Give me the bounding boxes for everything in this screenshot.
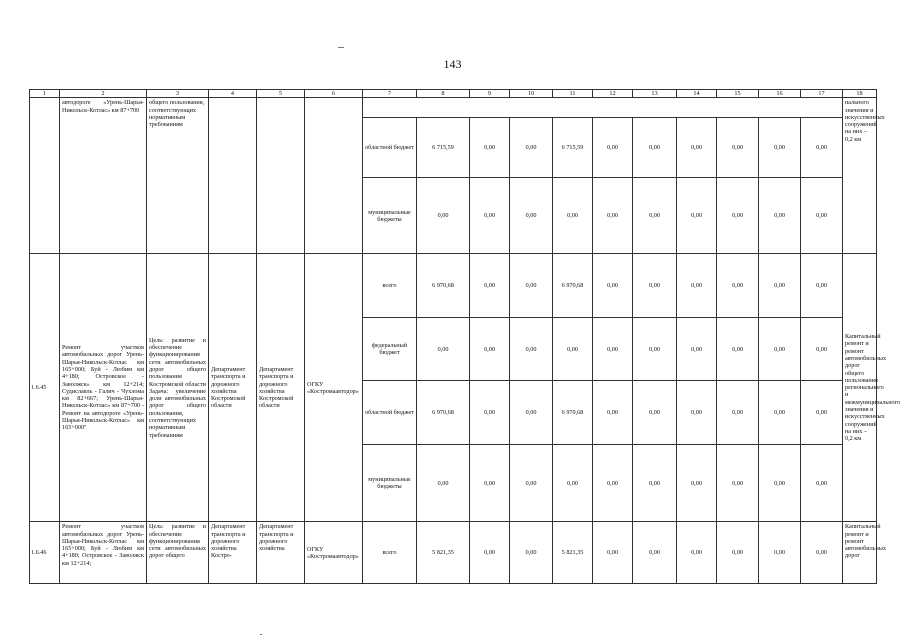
value-cell: 0,00: [633, 118, 677, 178]
value-cell: 6 970,68: [417, 381, 470, 445]
value-cell: 0,00: [470, 522, 510, 584]
column-number: 16: [759, 90, 801, 98]
value-cell: 0,00: [593, 178, 633, 254]
value-cell: 0,00: [759, 178, 801, 254]
funding-source: муниципальные бюджеты: [363, 445, 417, 522]
value-cell: 0,00: [759, 118, 801, 178]
coordinator: Департамент транспорта и дорожного хозяйства Костро-: [209, 522, 257, 584]
value-cell: 0,00: [677, 118, 717, 178]
value-cell: 0,00: [593, 318, 633, 381]
row-spacer: [363, 98, 843, 118]
value-cell: 0,00: [510, 118, 553, 178]
measure-name: автодороге «Урень-Шарья-Никольск-Котлас» км 87+700: [60, 98, 147, 254]
value-cell: 0,00: [717, 445, 759, 522]
value-cell: 0,00: [633, 381, 677, 445]
column-number: 7: [363, 90, 417, 98]
value-cell: 0,00: [510, 381, 553, 445]
funding-source: федеральный бюджет: [363, 318, 417, 381]
value-cell: 0,00: [717, 522, 759, 584]
value-cell: 0,00: [510, 445, 553, 522]
item-code-cell: [30, 98, 60, 254]
value-cell: 0,00: [759, 445, 801, 522]
value-cell: 0,00: [801, 445, 843, 522]
executor: Департамент транспорта и дорожного хозяйства Костромской области: [257, 254, 305, 522]
item-code: 1.6.46: [30, 522, 60, 584]
value-cell: 0,00: [553, 445, 593, 522]
executor-cell: [257, 98, 305, 254]
value-cell: 0,00: [417, 318, 470, 381]
value-cell: 0,00: [677, 318, 717, 381]
dot-mark: [260, 634, 262, 635]
value-cell: 0,00: [717, 178, 759, 254]
value-cell: 0,00: [759, 522, 801, 584]
measure-name: Ремонт участков автомобильных дорог Урень-Шарья-Никольск-Котлас км 165+000; Буй - Любим км 4+180; Островское - Заволжск» км 12+214; Судиславль - Галич - Чухлома км 82+667; Урень-Шарья-Никольск-Котлас» км 87+700 - Ремонт на автодороге «Урень-Шарья-Никольск-Котлас» км 165+000": [60, 254, 147, 522]
budget-table: [29, 89, 901, 584]
value-cell: 6 970,68: [553, 381, 593, 445]
value-cell: 5 821,35: [417, 522, 470, 584]
value-cell: 0,00: [470, 178, 510, 254]
executor: Департамент транспорта и дорожного хозяйства: [257, 522, 305, 584]
value-cell: 0,00: [677, 254, 717, 318]
value-cell: 6 715,59: [417, 118, 470, 178]
value-cell: 0,00: [633, 318, 677, 381]
value-cell: 0,00: [553, 318, 593, 381]
recipient-cell: [305, 98, 363, 254]
recipient: ОГКУ «Костромаавтодор»: [305, 254, 363, 522]
measure-result: Капитальный ремонт и ремонт автомобильных дорог: [843, 522, 877, 584]
value-cell: 0,00: [510, 318, 553, 381]
column-number: 13: [633, 90, 677, 98]
value-cell: 0,00: [717, 381, 759, 445]
value-cell: 5 821,35: [553, 522, 593, 584]
value-cell: 6 970,68: [417, 254, 470, 318]
value-cell: 0,00: [593, 254, 633, 318]
table-row: [30, 254, 877, 318]
value-cell: 0,00: [677, 178, 717, 254]
column-number: 6: [305, 90, 363, 98]
value-cell: 0,00: [593, 445, 633, 522]
column-number: 1: [30, 90, 60, 98]
column-number-row: [30, 90, 877, 98]
value-cell: 0,00: [553, 178, 593, 254]
funding-source: областной бюджет: [363, 118, 417, 178]
value-cell: 0,00: [417, 178, 470, 254]
value-cell: 0,00: [717, 318, 759, 381]
coordinator: Департамент транспорта и дорожного хозяйства Костромской области: [209, 254, 257, 522]
column-number: 15: [717, 90, 759, 98]
column-number: 5: [257, 90, 305, 98]
value-cell: 0,00: [593, 381, 633, 445]
measure-goal: общего пользования, соответствующих нормативным требованиям: [147, 98, 209, 254]
value-cell: 0,00: [633, 445, 677, 522]
value-cell: 0,00: [759, 254, 801, 318]
value-cell: 0,00: [717, 118, 759, 178]
value-cell: 0,00: [470, 318, 510, 381]
value-cell: 0,00: [593, 522, 633, 584]
funding-source: всего: [363, 522, 417, 584]
value-cell: 0,00: [677, 522, 717, 584]
recipient: ОГКУ «Костромаавтодор»: [305, 522, 363, 584]
value-cell: 0,00: [470, 254, 510, 318]
value-cell: 0,00: [470, 445, 510, 522]
funding-source: областной бюджет: [363, 381, 417, 445]
measure-name: Ремонт участков автомобильных дорог Урень-Шарья-Никольск-Котлас км 165+000; Буй - Любим км 4+180; Островское - Заволжск км 12+214;: [60, 522, 147, 584]
value-cell: 0,00: [633, 178, 677, 254]
column-number: 4: [209, 90, 257, 98]
value-cell: 0,00: [801, 318, 843, 381]
value-cell: 0,00: [759, 381, 801, 445]
column-number: 12: [593, 90, 633, 98]
value-cell: 0,00: [417, 445, 470, 522]
value-cell: 0,00: [717, 254, 759, 318]
value-cell: 0,00: [801, 254, 843, 318]
funding-source: муниципальные бюджеты: [363, 178, 417, 254]
value-cell: 0,00: [633, 254, 677, 318]
dash-mark: [338, 47, 344, 48]
page-number: 143: [443, 57, 462, 71]
value-cell: 0,00: [801, 178, 843, 254]
value-cell: 0,00: [470, 118, 510, 178]
value-cell: 0,00: [510, 254, 553, 318]
measure-goal: Цель: развитие и обеспечение функционирования сети автомобильных дорог общего пользования Костромской области Задача: увеличение доли автомобильных дорог общего пользования, соответствующих нормативным требованиям: [147, 254, 209, 522]
value-cell: 0,00: [801, 118, 843, 178]
value-cell: 0,00: [510, 522, 553, 584]
value-cell: 0,00: [633, 522, 677, 584]
column-number: 11: [553, 90, 593, 98]
value-cell: 0,00: [759, 318, 801, 381]
column-number: 9: [470, 90, 510, 98]
column-number: 18: [843, 90, 877, 98]
column-number: 17: [801, 90, 843, 98]
value-cell: 0,00: [510, 178, 553, 254]
measure-result: пального значения и искусственных сооружений на них – 0,2 км: [843, 98, 877, 254]
value-cell: 0,00: [801, 522, 843, 584]
table-row: [30, 522, 877, 584]
item-code: 1.6.45: [30, 254, 60, 522]
column-number: 8: [417, 90, 470, 98]
column-number: 3: [147, 90, 209, 98]
value-cell: 0,00: [801, 381, 843, 445]
value-cell: 0,00: [470, 381, 510, 445]
funding-source: всего: [363, 254, 417, 318]
coordinator-cell: [209, 98, 257, 254]
measure-goal: Цель: развитие и обеспечение функционирования сети автомобильных дорог общего: [147, 522, 209, 584]
table-row: [30, 98, 877, 118]
column-number: 14: [677, 90, 717, 98]
value-cell: 0,00: [593, 118, 633, 178]
measure-result: Капитальный ремонт и ремонт автомобильных дорог общего пользования регионального и межмуниципального значения и искусственных сооружений на них – 0,2 км: [843, 254, 877, 522]
value-cell: 6 715,59: [553, 118, 593, 178]
value-cell: 0,00: [677, 381, 717, 445]
value-cell: 6 970,68: [553, 254, 593, 318]
column-number: 10: [510, 90, 553, 98]
value-cell: 0,00: [677, 445, 717, 522]
column-number: 2: [60, 90, 147, 98]
